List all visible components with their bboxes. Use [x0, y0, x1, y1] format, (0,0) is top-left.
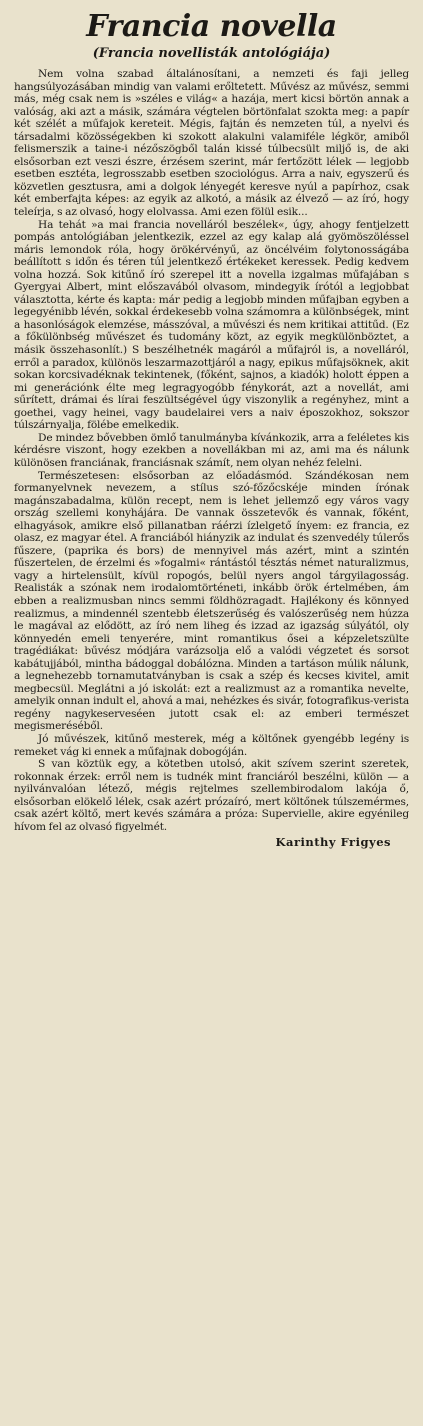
paragraph-1: Nem volna szabad általánosítani, a nemzeti és faji jelleg hangsúlyozásában mindig van valami erőltetett. Művész az művész, semmi más, még csak nem is »széles e világ« a hazája, mert kicsi börtön annak a valóság, aki azt a másik, számára végtelen börtönfalat szokta meg: a papír két szélét a műfajok kereteit. Mégis, fajtán és nemzeten túl, a nyelvi és társadalmi közösségekben ki szokott alakulni valamiféle légkör, amiből felismerszik a taine-i nézőszögből talán kissé túlbecsült miljő is, de aki elsősorban ezt veszi észre, érzésem szerint, már fertőzött lélek — legjobb esetben esztéta, legrosszabb esetben szociológus. Arra a naiv, egyszerű és közvetlen gesztusra, ami a dolgok lényegét keresve nyúl a papírhoz, csak két emberfajta képes: az egyik az alkotó, a másik az élvező — az író, hogy teleírja, s az olvasó, hogy elolvassa. Ami ezen fölül esik...: [14, 68, 409, 219]
paragraph-4: Természetesen: elsősorban az előadásmód. Szándékosan nem formanyelvnek nevezem, a stílus szó-főzőcskéje minden írónak magánszabadalma, külön recept, nem is lehet jellemző egy város vagy ország szellemi konyhájára. De vannak összetevők és vannak, főként, elhagyások, amikre első pillanatban ráérzi ízlelgető ínyem: ez francia, ez olasz, ez magyar étel. A franciából hiányzik az indulat és szenvedély túlerős fűszere, (paprika és bors) de mennyivel más azért, mint a szintén fűszertelen, de érzelmi és »fogalmi« rántástól tésztás német naturalizmus, vagy a hirtelensült, kívül ropogós, belül nyers angol tárgyilagosság. Realisták a szónak nem irodalomtörténeti, inkább örök értelmében, ám ebben a realizmusban nincs semmi földhözragadt. Hajlékony és könnyed realizmus, a mindennél szentebb életszerűség és valószerűség nem húzza le magával az elődött, az író nem liheg és izzad az igazság súlyától, oly könnyedén emeli tenyerére, mint romantikus ősei a képzeletszülte tragédiákat: bűvész módjára varázsolja elő a valódi végzetet és sorsot kabátujjából, mintha bádoggal dobálózna. Minden a tartáson múlik nálunk, a legnehezebb tornamutatványban is csak a szép és kecses kivitel, amit megbecsül. Meglátni a jó iskolát: ezt a realizmust az a romantika nevelte, amelyik onnan indult el, ahová a mai, nehézkes és sivár, fotografikus-verista regény nagykeserveséen jutott csak el: az emberi természet megismeréséből.: [14, 469, 409, 733]
article-title: Francia novella: [86, 9, 337, 44]
paragraph-6: S van köztük egy, a kötetben utolsó, akit szívem szerint szeretek, rokonnak érzek: erről nem is tudnék mint franciáról beszélni, külön — a nyilvánvalóan létező, mégis rejtelmes szellembirodalom lakója ő, elsősorban elökelő lélek, csak azért prózaíró, mert költőnek túlszemérmes, csak azért költő, mert kevés számára a próza: Supervielle, akire egyénileg hívom fel az olvasó figyelmét.: [14, 758, 409, 833]
author-signature: Karinthy Frigyes: [275, 835, 391, 850]
paragraph-3: De mindez bővebben ömlő tanulmányba kívánkozik, arra a feléletes kis kérdésre viszont, hogy ezekben a novellákban mi az, ami ma és nálunk különösen franciának, franciásnak számít, nem olyan nehéz felelni.: [14, 431, 409, 469]
paragraph-5: Jó művészek, kitűnő mesterek, még a költőnek gyengébb legény is remeket vág ki ennek a műfajnak dobogóján.: [14, 732, 409, 758]
article-subtitle: (Francia novellisták antológiája): [92, 46, 331, 61]
paragraph-2: Ha tehát »a mai francia novelláról beszélek«, úgy, ahogy fentjelzett pompás antológiában jelentkezik, ezzel az egy kalap alá gyömöszöléssel máris lemondok róla, hogy örökérvényű, az öncélvéim folytonosságába beállított s időn és téren túl jelentkező értékeket keressek. Pedig kedvem volna hozzá. Sok kitűnő író szerepel itt a novella izgalmas műfajában s Gyergyai Albert, mint előszavából olvasom, mindegyik írótól a legjobbat választotta, kérte és kapta: már pedig a legjobb minden műfajban egyben a legegyénibb lévén, sokkal érdekesebb volna számomra a különbségek, mint a hasonlóságok elemzése, másszóval, a művészi és nem kritikai attitűd. (Ez a főkülönbség művészet és tudomány közt, az egyik megkülönböztet, a másik összehasonlít.) S beszélhetnék magáról a műfajról is, a novelláról, erről a paradox, különös leszarmazottjáról a nagy, epikus műfajsöknek, akit sokan korcsivadéknak tekintenek, (főként, sajnos, a kiadók) holott éppen a mi generációnk élte meg legragyogóbb fénykorát, azt a novellát, ami sűrített, drámai és lírai feszültségével úgy viszonylik a regényhez, mint a goethei, vagy heinei, vagy baudelairei vers a naiv époszokhoz, sokszor túlszárnyalja, fölébe emelkedik.: [14, 218, 409, 432]
article-body: [14, 68, 409, 833]
